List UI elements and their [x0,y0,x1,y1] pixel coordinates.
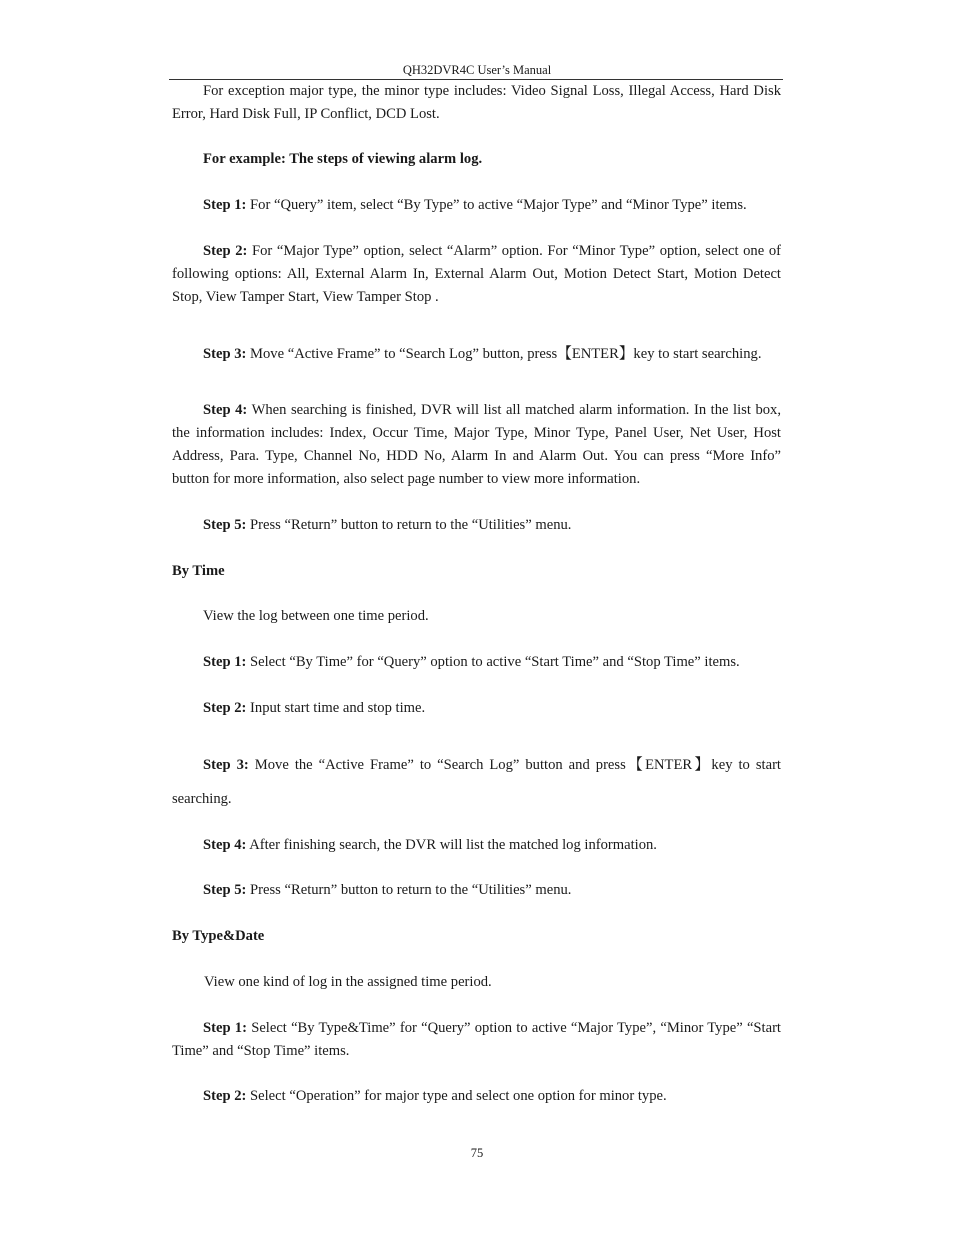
page-number: 75 [470,1146,484,1160]
step-label: Step 4: [203,837,247,853]
by-type-date-step-2 [172,1085,781,1108]
exception-minor-types-paragraph: For exception major type, the minor type includes: Video Signal Loss, Illegal Access, Hard Disk Error, Hard Disk Full, IP Conflict, DCD Lost. [172,83,781,122]
step-text: Move “Active Frame” to “Search Log” button, press【ENTER】key to start searching. [246,346,762,362]
step-text: Select “By Type&Time” for “Query” option to active “Major Type”, “Minor Type” “Start Time” and “Stop Time” items. [172,1020,781,1059]
step-label: Step 1: [203,1020,247,1036]
step-text: Move the “Active Frame” to “Search Log” button and press【ENTER】key to start [248,757,781,773]
example-heading: For example: The steps of viewing alarm log. [203,151,483,167]
by-type-date-heading: By Type&Date [172,928,265,944]
step-label: Step 1: [203,654,247,670]
by-time-step-3 [172,754,781,777]
step-text: After finishing search, the DVR will list the matched log information. [246,837,657,853]
by-time-step-3-continued: searching. [172,791,232,807]
step-label: Step 5: [203,882,247,898]
step-text: When searching is finished, DVR will list all matched alarm information. In the list box, the information includes: Index, Occur Time, Major Type, Minor Type, Panel User, Net User, Host Address, Para. Type, Channel No, HDD No, Alarm In and Alarm Out. You can press “More Info” button for more information, also select page number to view more information. [172,402,781,487]
running-header: QH32DVR4C User’s Manual [402,63,552,77]
step-text: For “Major Type” option, select “Alarm” option. For “Minor Type” option, select one of following options: All, External Alarm In, External Alarm Out, Motion Detect Start, Motion Detect Stop, View Tamper Start, View Tamper Stop . [172,243,781,305]
step-label: Step 3: [203,757,249,773]
step-text: Press “Return” button to return to the “Utilities” menu. [246,882,572,898]
step-text: For “Query” item, select “By Type” to active “Major Type” and “Minor Type” items. [246,197,747,213]
step-label: Step 1: [203,197,247,213]
step-text: Select “By Time” for “Query” option to active “Start Time” and “Stop Time” items. [246,654,740,670]
step-label: Step 2: [203,700,247,716]
step-text: Select “Operation” for major type and select one option for minor type. [246,1088,667,1104]
alarm-step-1 [172,194,781,217]
step-label: Step 3: [203,346,247,362]
by-time-step-4 [172,834,781,857]
step-label: Step 4: [203,402,248,418]
by-time-step-5 [172,879,781,902]
alarm-step-5 [172,514,781,537]
by-time-heading: By Time [172,563,225,579]
by-time-intro: View the log between one time period. [203,608,429,624]
alarm-step-2 [172,240,781,309]
step-label: Step 2: [203,1088,247,1104]
step-text: Press “Return” button to return to the “Utilities” menu. [246,517,572,533]
by-type-date-intro: View one kind of log in the assigned time period. [204,974,492,990]
step-label: Step 5: [203,517,247,533]
step-text: Input start time and stop time. [246,700,426,716]
by-type-date-step-1 [172,1017,781,1063]
alarm-step-4 [172,399,781,491]
alarm-step-3 [172,343,781,366]
by-time-step-2 [172,697,781,720]
step-label: Step 2: [203,243,248,259]
by-time-step-1 [172,651,781,674]
